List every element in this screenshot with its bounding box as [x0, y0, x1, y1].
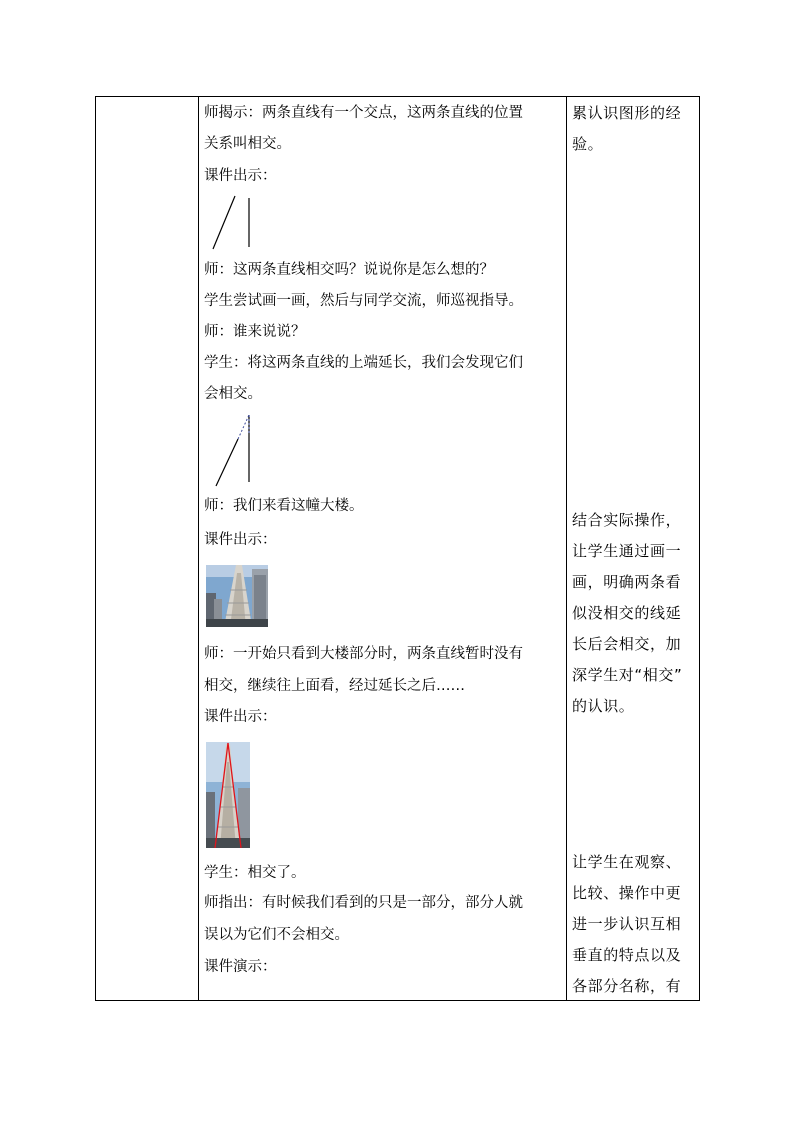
text-line: 师：谁来说说？	[204, 324, 306, 340]
text-line: 学生：将这两条直线的上端延长，我们会发现它们	[204, 355, 523, 371]
text-line: 课件演示：	[204, 959, 277, 975]
note-line: 比较、操作中更	[572, 884, 682, 902]
note-line: 垂直的特点以及	[572, 946, 682, 964]
text-line: 师：这两条直线相交吗？说说你是怎么想的？	[204, 262, 494, 278]
note-line: 画，明确两条看	[572, 573, 682, 591]
text-line: 课件出示：	[204, 168, 277, 184]
slanted-line	[213, 196, 235, 249]
note-line: 似没相交的线延	[572, 604, 682, 622]
note-line: 让学生通过画一	[572, 542, 682, 560]
slanted-line	[216, 439, 238, 486]
column-divider-left	[198, 97, 199, 1000]
text-line: 会相交。	[204, 386, 262, 402]
note-line: 深学生对“相交”	[572, 666, 683, 684]
note-line: 验。	[572, 135, 604, 153]
text-line: 学生：相交了。	[204, 865, 306, 881]
building-with-lines-photo	[206, 742, 250, 848]
text-line: 师：我们来看这幢大楼。	[204, 498, 364, 514]
note-line: 结合实际操作，	[572, 511, 682, 529]
text-line: 课件出示：	[204, 709, 277, 725]
note-line: 累认识图形的经	[572, 104, 682, 122]
text-line: 误以为它们不会相交。	[204, 927, 349, 943]
text-line: 相交，继续往上面看，经过延长之后……	[204, 678, 465, 694]
note-line: 进一步认识互相	[572, 915, 682, 933]
building-photo	[206, 565, 268, 627]
note-line: 长后会相交，加	[572, 635, 682, 653]
text-line: 师指出：有时候我们看到的只是一部分，部分人就	[204, 895, 523, 911]
note-line: 的认识。	[572, 697, 635, 715]
extension-line	[238, 415, 249, 439]
text-line: 师：一开始只看到大楼部分时，两条直线暂时没有	[204, 646, 523, 662]
extended-lines-figure	[214, 411, 254, 489]
column-divider-right	[566, 97, 567, 1000]
lesson-table	[95, 96, 700, 1001]
text-line: 学生尝试画一画，然后与同学交流，师巡视指导。	[204, 293, 523, 309]
note-line: 各部分名称，有	[572, 977, 682, 995]
text-line: 关系叫相交。	[204, 136, 291, 152]
note-line: 让学生在观察、	[572, 853, 682, 871]
text-line: 师揭示：两条直线有一个交点，这两条直线的位置	[204, 105, 523, 121]
two-lines-figure	[212, 193, 262, 251]
text-line: 课件出示：	[204, 532, 277, 548]
